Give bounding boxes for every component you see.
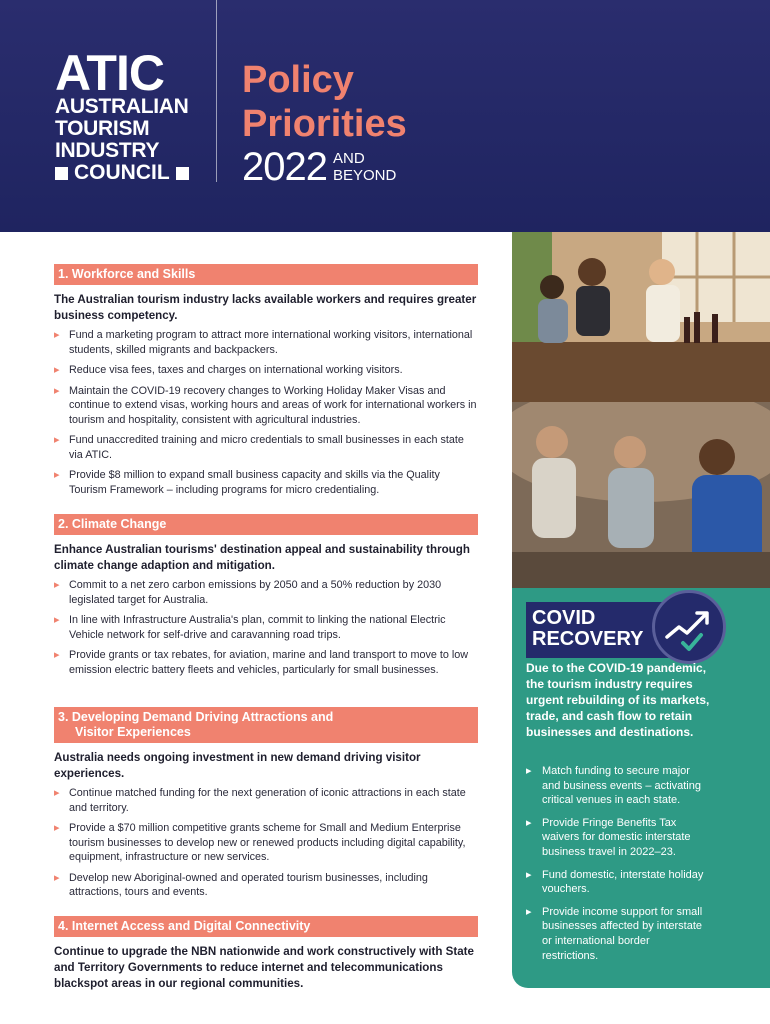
logo-square-right: [176, 167, 189, 180]
title-line-1: Policy: [242, 59, 354, 101]
covid-intro: Due to the COVID-19 pandemic, the tourism industry requires urgent rebuilding of its markets, trade, and cash flow to retain businesses and destinations.: [526, 661, 710, 739]
section-list: [54, 578, 478, 677]
logo-main: ATIC: [55, 45, 164, 101]
section-lead: Enhance Australian tourisms' destination appeal and sustainability through climate change adaption and mitigation.: [54, 543, 470, 572]
suffix-line-1: AND: [332, 150, 365, 167]
logo-line-4: COUNCIL: [74, 161, 170, 184]
tour-group-photo: [512, 402, 770, 588]
logo-square-left: [55, 167, 68, 180]
section-lead: The Australian tourism industry lacks available workers and requires greater business competency.: [54, 293, 477, 322]
covid-list-item: ▸ Fund domestic, interstate holiday vouchers.: [526, 868, 706, 897]
section-heading: [54, 264, 478, 285]
section-climate: [54, 514, 478, 683]
section-lead: Australia needs ongoing investment in new demand driving visitor experiences.: [54, 751, 421, 780]
covid-title-line-2: RECOVERY: [532, 628, 644, 650]
tour-group-photo-art: [512, 402, 770, 588]
list-item: ▸ Reduce visa fees, taxes and charges on international working visitors.: [54, 363, 478, 378]
year-row: [242, 145, 396, 189]
restaurant-photo: [512, 232, 770, 402]
list-item: ▸ Maintain the COVID-19 recovery changes to Working Holiday Maker Visas and continue to extend visas, working hours and areas of work for international workers in tourism and hospitality, consistent with agricultural industries.: [54, 384, 478, 428]
covid-list-item: ▸ Provide Fringe Benefits Tax waivers for domestic interstate business travel in 2022–23.: [526, 816, 706, 860]
list-item: ▸ Provide $8 million to expand small business capacity and skills via the Quality Tourism Framework – including programs for micro credentialing.: [54, 468, 478, 497]
section-attractions: [54, 707, 478, 906]
list-item: ▸ Commit to a net zero carbon emissions by 2050 and a 50% reduction by 2030 legislated target for Australia.: [54, 578, 478, 607]
logo-line-1: AUSTRALIAN: [55, 95, 189, 118]
restaurant-photo-art: [512, 232, 770, 402]
and-beyond: [333, 150, 396, 184]
section-lead: Continue to upgrade the NBN nationwide and work constructively with State and Territory Governments to reduce internet and telecommunications blackspot areas in our regional communities.: [54, 945, 474, 990]
section-heading-line-2: Visitor Experiences: [75, 725, 191, 739]
section-digital: [54, 916, 478, 992]
section-list: [54, 328, 478, 497]
section-list: [54, 786, 478, 900]
list-item: ▸ Provide a $70 million competitive grants scheme for Small and Medium Enterprise tourism businesses to develop new or renewed products including digital capability, equipment, infrastructure or new services.: [54, 821, 478, 865]
covid-title-line-1: COVID: [532, 607, 596, 629]
covid-title: [532, 608, 644, 650]
list-item: ▸ Fund a marketing program to attract more international working visitors, international students, skilled migrants and backpackers.: [54, 328, 478, 357]
trending-up-check-icon-svg: [655, 593, 723, 661]
logo-line-4-row: [55, 162, 195, 184]
section-heading-text: 1. Workforce and Skills: [58, 267, 196, 281]
suffix-line-2: BEYOND: [332, 167, 397, 184]
list-item: ▸ Provide grants or tax rebates, for aviation, marine and land transport to move to low emission electric battery fleets and vehicles, particularly for small businesses.: [54, 648, 478, 677]
section-workforce: [54, 264, 478, 503]
list-item: ▸ Develop new Aboriginal-owned and operated tourism businesses, including attractions, tours and events.: [54, 871, 478, 900]
atic-logo: [55, 45, 195, 184]
section-heading: [54, 707, 478, 743]
covid-recovery-panel: [512, 588, 770, 988]
header-divider: [216, 0, 217, 182]
logo-line-2: TOURISM: [55, 117, 150, 140]
section-heading-text: 4. Internet Access and Digital Connectivity: [58, 919, 311, 933]
page-title: [242, 58, 407, 146]
list-item: ▸ Fund unaccredited training and micro credentials to small businesses in each state via ATIC.: [54, 433, 478, 462]
list-item: ▸ In line with Infrastructure Australia's plan, commit to linking the national Electric Vehicle network for self-drive and caravanning road trips.: [54, 613, 478, 642]
header-banner: [0, 0, 770, 232]
section-heading: [54, 916, 478, 937]
covid-list: [526, 764, 706, 971]
title-line-2: Priorities: [242, 103, 407, 145]
list-item: ▸ Continue matched funding for the next generation of iconic attractions in each state and territory.: [54, 786, 478, 815]
logo-line-3: INDUSTRY: [55, 139, 160, 162]
section-heading-text: 2. Climate Change: [58, 517, 167, 531]
trending-up-check-icon: [652, 590, 726, 664]
section-heading-line-1: 3. Developing Demand Driving Attractions and: [58, 710, 334, 724]
section-heading: [54, 514, 478, 535]
year: 2022: [242, 145, 327, 189]
covid-list-item: ▸ Match funding to secure major and business events – activating critical venues in each state.: [526, 764, 706, 808]
covid-list-item: ▸ Provide income support for small businesses affected by interstate or international border restrictions.: [526, 905, 706, 963]
